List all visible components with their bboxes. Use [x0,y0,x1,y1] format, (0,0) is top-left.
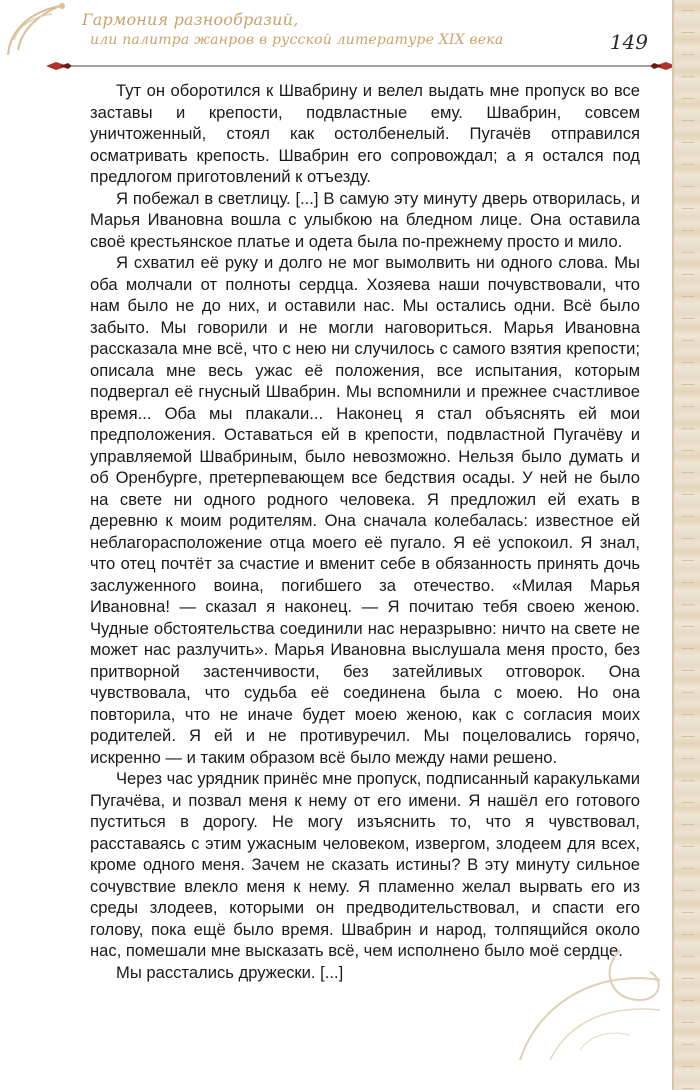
header-title-line-2: или палитра жанров в русской литературе XIX века [90,32,504,48]
paragraph-3: Я схватил её руку и долго не мог вымолвить ни одного слова. Мы оба молчали от полноты сердца. Хозяева наши почувствовали, что нам было не до них, и оставили нас. Мы остались одни. Всё было забыто. Мы говорили и не могли наговориться. Марья Ивановна рассказала мне всё, что с нею ни случилось с самого взятия крепости; описала мне весь ужас её положения, все испытания, которым подвергал её гнусный Швабрин. Мы вспомнили и прежнее счастливое время... Оба мы плакали... Наконец я стал объяснять ей мои предположения. Оставаться ей в крепости, подвластной Пугачёву и управляемой Швабриным, было невозможно. Нельзя было думать и об Оренбурге, претерпевающем все бедствия осады. У ней не было на свете ни одного родного человека. Я предложил ей ехать в деревню к моим родителям. Она сначала колебалась: известное ей неблагорасположение отца моего её пугало. Я её успокоил. Я знал, что отец почтёт за счастие и вменит себе в обязанность принять дочь заслуженного воина, погибшего за отечество. «Милая Марья Ивановна! — сказал я наконец. — Я почитаю тебя своею женою. Чудные обстоятельства соединили нас неразрывно: ничто на свете не может нас разлучить». Марья Ивановна выслушала меня просто, без притворной застенчивости, без затейливых отговорок. Она чувствовала, что судьба её соединена была с моею. Но она повторила, что не иначе будет моею женою, как с согласия моих родителей. Я ей и не противуречил. Мы поцеловались горячо, искренно — и таким образом всё было между нами решено. [90,253,640,767]
paragraph-4: Через час урядник принёс мне пропуск, подписанный каракульками Пугачёва, и позвал меня к нему от его имени. Я нашёл его готового пуститься в дорогу. Не могу изъяснить то, что я чувствовал, расставаясь с этим ужасным человеком, извергом, злодеем для всех, кроме одного меня. Зачем не сказать истины? В эту минуту сильное сочувствие влекло меня к нему. Я пламенно желал вырвать его из среды злодеев, которыми он предводительствовал, и спасти его голову, пока ещё было время. Швабрин и народ, толпящийся около нас, помешали мне высказать всё, чем исполнено было моё сердце. [90,769,641,960]
decorative-page-border [672,0,700,1090]
header-divider-ornament [46,62,676,70]
bottom-swirl-ornament [500,910,670,1070]
chapter-body-text [90,80,640,983]
page-number: 149 [609,30,648,54]
paragraph-1: Тут он оборотился к Швабрину и велел выдать мне пропуск во все заставы и крепости, подвластные ему. Швабрин, совсем уничтоженный, стоял как остолбенелый. Пугачёв отправился осматривать крепость. Швабрин его сопровождал; а я остался под предлогом приготовлений к отъезду. [90,81,640,186]
border-pattern [682,0,694,1090]
paragraph-5: Мы расстались дружески. [...] [116,962,344,982]
corner-swirl-ornament [0,0,80,60]
running-header-title [82,10,602,50]
header-title-line-1: Гармония разнообразий, [82,10,299,29]
paragraph-2: Я побежал в светлицу. [...] В самую эту минуту дверь отворилась, и Марья Ивановна вошла с улыбкою на бледном лице. Она оставила своё крестьянское платье и одета была по-прежнему просто и мило. [90,188,640,251]
